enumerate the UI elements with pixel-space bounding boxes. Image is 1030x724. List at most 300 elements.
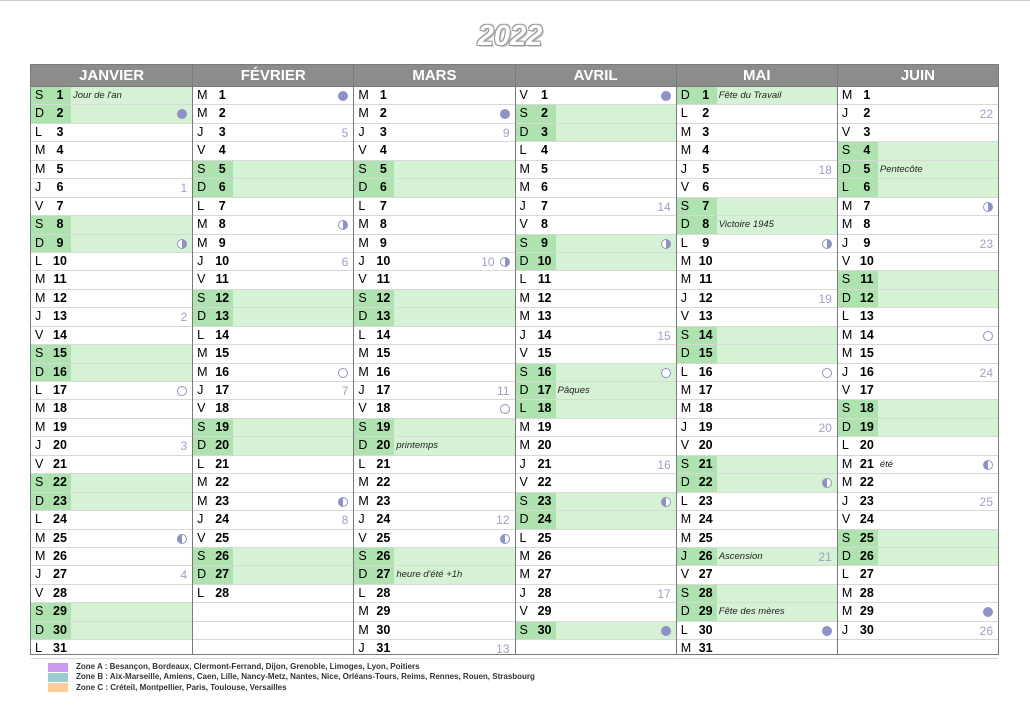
- day-number: 7: [863, 198, 871, 213]
- first-quarter-moon-icon: [983, 202, 993, 212]
- day-cell: [354, 271, 514, 289]
- day-number: 15: [859, 346, 874, 361]
- holiday-note: Ascension: [718, 550, 763, 562]
- week-number: 11: [497, 384, 510, 398]
- day-cell: [677, 327, 837, 345]
- month-column-janvier: [31, 65, 192, 654]
- weekday-letter: M: [358, 475, 369, 490]
- weekday-letter: S: [193, 548, 211, 565]
- week-number: 6: [341, 254, 349, 269]
- weekday-letter: D: [838, 161, 856, 178]
- day-number: 9: [379, 235, 387, 250]
- weekday-letter: J: [358, 512, 365, 527]
- day-cell: [31, 161, 192, 179]
- month-header: MAI: [677, 65, 837, 87]
- day-number: 6: [56, 180, 64, 195]
- day-cell: [838, 105, 998, 123]
- day-number: 10: [859, 253, 874, 268]
- day-number: 19: [211, 419, 233, 436]
- weekday-letter: J: [358, 253, 365, 268]
- day-number: 20: [698, 438, 713, 453]
- weekday-letter: V: [680, 567, 690, 582]
- day-number: 15: [695, 345, 717, 362]
- day-number: 7: [56, 198, 64, 213]
- day-number: 20: [53, 438, 67, 453]
- day-cell: [193, 437, 353, 455]
- day-number: 10: [376, 253, 391, 268]
- weekday-letter: L: [516, 400, 534, 417]
- weekday-letter: M: [35, 272, 46, 287]
- weekday-letter: M: [197, 106, 208, 121]
- day-cell: [193, 456, 353, 474]
- day-number: 2: [863, 106, 871, 121]
- day-cell: [31, 198, 192, 216]
- day-cell: [31, 364, 192, 382]
- week-number: 13: [496, 642, 510, 657]
- weekday-letter: L: [680, 106, 688, 121]
- weekday-letter: S: [193, 161, 211, 178]
- day-cell: [354, 142, 514, 160]
- day-cell: [838, 345, 998, 363]
- weekday-letter: V: [197, 272, 206, 287]
- day-number: 21: [859, 456, 874, 471]
- week-number: 14: [657, 199, 671, 214]
- day-number: 1: [863, 88, 871, 102]
- weekday-letter: M: [519, 548, 530, 563]
- day-number: 2: [702, 106, 710, 121]
- day-number: 18: [376, 401, 391, 416]
- day-number: 31: [698, 641, 713, 656]
- day-number: 4: [379, 143, 387, 158]
- day-cell: [354, 161, 514, 179]
- calendar-grid: [30, 64, 999, 655]
- day-number: 19: [698, 419, 713, 434]
- day-number: 1: [695, 87, 717, 104]
- day-number: 13: [53, 309, 67, 324]
- day-cell: [31, 474, 192, 492]
- weekday-letter: D: [677, 345, 695, 362]
- weekday-letter: V: [680, 180, 690, 195]
- day-number: 3: [379, 124, 387, 139]
- day-number: 12: [537, 290, 552, 305]
- day-cell: [516, 216, 676, 234]
- day-number: 2: [534, 105, 556, 122]
- day-cell: [354, 419, 514, 437]
- day-number: 17: [698, 383, 713, 397]
- weekday-letter: J: [841, 106, 849, 121]
- day-cell: [354, 437, 514, 455]
- day-number: 5: [702, 161, 710, 176]
- day-number: 20: [859, 438, 874, 453]
- day-number: 25: [215, 530, 230, 545]
- day-cell: [31, 548, 192, 566]
- weekday-letter: L: [35, 512, 42, 527]
- day-number: 22: [537, 475, 552, 490]
- weekday-letter: M: [35, 548, 46, 563]
- day-number: 9: [534, 235, 556, 252]
- zone-color-swatch: [48, 683, 68, 692]
- day-cell: [838, 566, 998, 584]
- day-number: 29: [376, 604, 391, 619]
- day-cell: [31, 530, 192, 548]
- day-cell: [31, 345, 192, 363]
- weekday-letter: V: [680, 438, 690, 453]
- day-number: 19: [53, 419, 67, 434]
- day-number: 27: [53, 567, 67, 582]
- day-cell: [31, 493, 192, 511]
- weekday-letter: D: [193, 179, 211, 196]
- day-number: 14: [695, 327, 717, 344]
- day-cell: [193, 271, 353, 289]
- day-cell: [354, 548, 514, 566]
- day-number: 19: [537, 419, 552, 434]
- weekday-letter: J: [358, 641, 365, 656]
- day-number: 19: [372, 419, 394, 436]
- day-cell: [677, 235, 837, 253]
- day-number: 10: [53, 253, 67, 268]
- day-number: 5: [541, 161, 548, 176]
- day-cell: [31, 142, 192, 160]
- weekday-letter: L: [197, 585, 205, 600]
- day-cell: [31, 511, 192, 529]
- day-cell: [193, 530, 353, 548]
- day-number: 27: [372, 566, 394, 583]
- day-cell: [838, 456, 998, 474]
- day-cell: [354, 640, 514, 658]
- weekday-letter: S: [31, 216, 49, 233]
- day-cell: [193, 105, 353, 123]
- day-number: 2: [49, 105, 71, 122]
- day-cell: [516, 437, 676, 455]
- day-number: 26: [695, 548, 717, 565]
- weekday-letter: V: [358, 272, 367, 287]
- weekday-letter: D: [354, 437, 372, 454]
- day-cell: [354, 253, 514, 271]
- day-number: 8: [863, 217, 871, 232]
- day-cell: [31, 603, 192, 621]
- weekday-letter: V: [519, 475, 528, 490]
- day-number: 2: [218, 106, 226, 121]
- day-cell: [354, 345, 514, 363]
- day-number: 5: [56, 161, 64, 176]
- weekday-letter: M: [680, 272, 692, 287]
- day-number: 25: [537, 530, 552, 545]
- full-moon-icon: [661, 368, 671, 378]
- day-cell: [516, 566, 676, 584]
- day-number: 24: [534, 511, 556, 528]
- first-quarter-moon-icon: [661, 239, 671, 249]
- full-moon-icon: [177, 386, 187, 396]
- zone-color-swatch: [48, 673, 68, 682]
- day-number: 5: [372, 161, 394, 178]
- day-number: 14: [215, 327, 230, 342]
- day-cell: [31, 235, 192, 253]
- new-moon-icon: [661, 626, 671, 636]
- weekday-letter: S: [31, 474, 49, 491]
- full-moon-icon: [983, 331, 993, 341]
- day-cell: [193, 253, 353, 271]
- day-cell: [677, 161, 837, 179]
- day-cell: [677, 253, 837, 271]
- day-cell: [193, 290, 353, 308]
- day-cell: [193, 585, 353, 603]
- day-number: 10: [698, 253, 713, 268]
- weekday-letter: L: [841, 438, 849, 453]
- day-cell: [516, 124, 676, 142]
- day-number: 18: [698, 401, 713, 416]
- day-cell: [193, 327, 353, 345]
- day-cell: [516, 290, 676, 308]
- weekday-letter: M: [197, 88, 208, 102]
- week-number: 20: [818, 420, 832, 435]
- day-number: 4: [541, 143, 548, 158]
- day-cell: [677, 142, 837, 160]
- weekday-letter: M: [197, 493, 208, 508]
- day-cell: [677, 87, 837, 105]
- weekday-letter: S: [516, 105, 534, 122]
- weekday-letter: D: [516, 511, 534, 528]
- weekday-letter: S: [838, 142, 856, 159]
- day-number: 13: [372, 308, 394, 325]
- day-cell: [354, 382, 514, 400]
- month-column-avril: [515, 65, 676, 654]
- day-cell: [354, 327, 514, 345]
- day-number: 3: [56, 124, 64, 139]
- day-number: 19: [856, 419, 878, 436]
- day-number: 30: [698, 622, 713, 637]
- day-number: 20: [211, 437, 233, 454]
- weekday-letter: L: [358, 198, 366, 213]
- day-number: 6: [541, 180, 548, 195]
- day-cell: [838, 400, 998, 418]
- day-cell: [31, 271, 192, 289]
- weekday-letter: M: [358, 106, 369, 121]
- day-cell: [516, 530, 676, 548]
- weekday-letter: D: [677, 216, 695, 233]
- day-number: 4: [702, 143, 710, 158]
- weekday-letter: V: [358, 143, 367, 158]
- week-number: 8: [341, 513, 349, 528]
- day-cell: [516, 235, 676, 253]
- day-cell: [354, 179, 514, 197]
- day-number: 1: [379, 88, 387, 102]
- day-cell: [677, 271, 837, 289]
- day-cell: [838, 235, 998, 253]
- day-cell: [516, 493, 676, 511]
- day-number: 3: [702, 124, 710, 139]
- day-cell: [838, 511, 998, 529]
- weekday-letter: V: [358, 401, 367, 416]
- day-cell: [31, 585, 192, 603]
- weekday-letter: M: [358, 217, 369, 232]
- day-cell: [677, 364, 837, 382]
- empty-day-cell: [838, 640, 998, 658]
- weekday-letter: D: [31, 622, 49, 639]
- day-cell: [193, 235, 353, 253]
- day-cell: [677, 530, 837, 548]
- day-number: 5: [211, 161, 233, 178]
- day-cell: [516, 179, 676, 197]
- holiday-note: Jour de l'an: [73, 90, 122, 101]
- day-number: 28: [537, 585, 552, 600]
- day-number: 6: [856, 179, 878, 196]
- day-cell: [677, 345, 837, 363]
- day-cell: [193, 124, 353, 142]
- day-number: 15: [537, 346, 552, 361]
- day-cell: [354, 493, 514, 511]
- weekday-letter: D: [516, 382, 534, 399]
- weekday-letter: L: [841, 309, 849, 324]
- day-cell: [677, 456, 837, 474]
- day-cell: [354, 198, 514, 216]
- day-cell: [516, 271, 676, 289]
- day-cell: [838, 474, 998, 492]
- week-number: 7: [341, 384, 349, 398]
- weekday-letter: M: [841, 456, 853, 471]
- day-number: 1: [49, 87, 71, 104]
- weekday-letter: L: [838, 179, 856, 196]
- weekday-letter: V: [519, 346, 528, 361]
- day-number: 31: [376, 641, 391, 656]
- week-number: 9: [502, 125, 510, 140]
- weekday-letter: L: [680, 493, 688, 508]
- weekday-letter: S: [31, 87, 49, 104]
- day-cell: [516, 253, 676, 271]
- day-cell: [677, 566, 837, 584]
- day-number: 9: [218, 235, 226, 250]
- day-cell: [354, 308, 514, 326]
- empty-day-cell: [516, 640, 676, 658]
- weekday-letter: S: [516, 364, 534, 381]
- weekday-letter: D: [193, 566, 211, 583]
- weekday-letter: J: [841, 364, 849, 379]
- day-cell: [31, 216, 192, 234]
- last-quarter-moon-icon: [661, 497, 671, 507]
- day-number: 16: [49, 364, 71, 381]
- day-number: 23: [698, 493, 713, 508]
- day-number: 12: [856, 290, 878, 307]
- weekday-letter: S: [838, 400, 856, 417]
- weekday-letter: V: [35, 327, 44, 342]
- weekday-letter: M: [680, 253, 692, 268]
- weekday-letter: S: [354, 161, 372, 178]
- day-number: 6: [211, 179, 233, 196]
- day-cell: [193, 474, 353, 492]
- day-number: 6: [372, 179, 394, 196]
- top-rule: [0, 0, 1030, 1]
- weekday-letter: M: [197, 217, 208, 232]
- weekday-letter: L: [35, 253, 42, 268]
- weekday-letter: J: [841, 493, 849, 508]
- day-cell: [31, 622, 192, 640]
- zone-legend-item: [48, 662, 535, 672]
- day-cell: [677, 493, 837, 511]
- day-cell: [677, 198, 837, 216]
- day-number: 16: [859, 364, 874, 379]
- holiday-note: Pâques: [557, 385, 590, 396]
- day-cell: [516, 308, 676, 326]
- week-number: 10: [481, 254, 495, 269]
- day-number: 12: [211, 290, 233, 307]
- weekday-letter: D: [31, 235, 49, 252]
- day-cell: [193, 179, 353, 197]
- day-number: 14: [53, 327, 67, 342]
- day-number: 14: [376, 327, 391, 342]
- weekday-letter: M: [841, 217, 853, 232]
- day-cell: [31, 105, 192, 123]
- weekday-letter: L: [841, 567, 849, 582]
- day-cell: [677, 124, 837, 142]
- day-cell: [838, 548, 998, 566]
- week-number: 16: [657, 457, 671, 472]
- day-cell: [31, 253, 192, 271]
- weekday-letter: M: [680, 124, 692, 139]
- weekday-letter: M: [35, 419, 46, 434]
- day-number: 16: [534, 364, 556, 381]
- day-number: 28: [215, 585, 230, 600]
- day-number: 13: [859, 309, 874, 324]
- weekday-letter: M: [519, 567, 530, 582]
- day-cell: [838, 124, 998, 142]
- weekday-letter: V: [519, 217, 528, 232]
- weekday-letter: S: [677, 585, 695, 602]
- day-cell: [193, 400, 353, 418]
- weekday-letter: V: [680, 309, 690, 324]
- weekday-letter: M: [358, 493, 369, 508]
- day-cell: [677, 290, 837, 308]
- day-number: 8: [218, 217, 226, 232]
- day-cell: [838, 161, 998, 179]
- day-number: 31: [53, 641, 67, 656]
- month-header: AVRIL: [516, 65, 676, 87]
- week-number: 25: [979, 494, 994, 509]
- weekday-letter: M: [519, 438, 530, 453]
- day-number: 21: [53, 456, 67, 471]
- day-cell: [838, 216, 998, 234]
- weekday-letter: J: [35, 567, 42, 582]
- weekday-letter: V: [35, 456, 44, 471]
- day-cell: [516, 327, 676, 345]
- day-number: 30: [376, 622, 391, 637]
- day-cell: [31, 456, 192, 474]
- day-number: 23: [859, 493, 874, 508]
- day-number: 8: [379, 217, 387, 232]
- day-number: 14: [859, 327, 874, 342]
- day-cell: [677, 216, 837, 234]
- weekday-letter: S: [838, 271, 856, 288]
- weekday-letter: M: [841, 198, 853, 213]
- week-number: 2: [180, 310, 188, 325]
- weekday-letter: S: [354, 548, 372, 565]
- holiday-note: heure d'été +1h: [396, 569, 463, 581]
- day-number: 25: [856, 530, 878, 547]
- weekday-letter: M: [841, 346, 853, 361]
- day-number: 8: [695, 216, 717, 233]
- weekday-letter: S: [31, 603, 49, 620]
- day-number: 30: [49, 622, 71, 639]
- weekday-letter: S: [516, 235, 534, 252]
- day-number: 26: [211, 548, 233, 565]
- weekday-letter: J: [519, 456, 526, 471]
- day-cell: [193, 345, 353, 363]
- day-number: 18: [53, 401, 67, 416]
- weekday-letter: M: [35, 401, 46, 416]
- weekday-letter: M: [519, 309, 530, 324]
- day-number: 17: [53, 383, 67, 397]
- day-number: 10: [534, 253, 556, 270]
- day-cell: [838, 87, 998, 105]
- weekday-letter: S: [516, 622, 534, 639]
